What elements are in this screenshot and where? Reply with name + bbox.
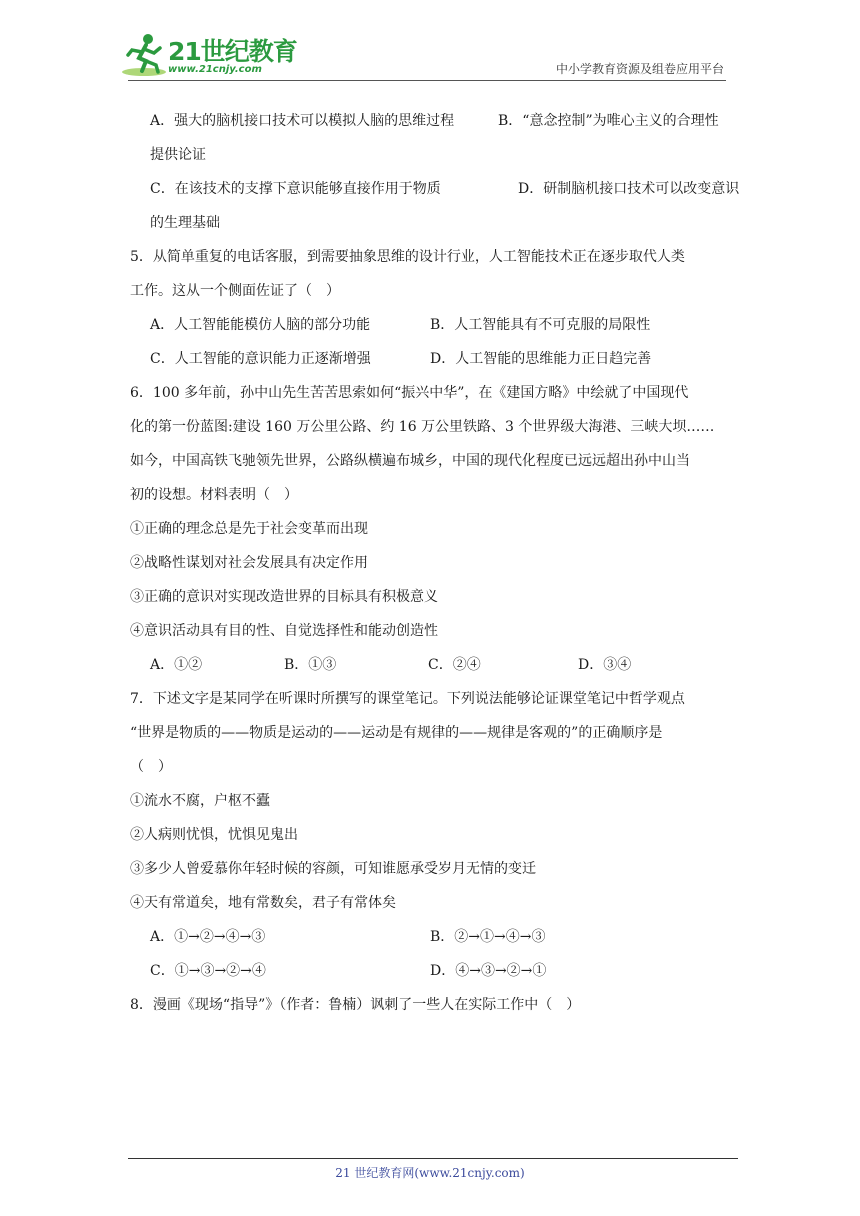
- q7-stem-line2: “世界是物质的——物质是运动的——运动是有规律的——规律是客观的”的正确顺序是: [130, 725, 663, 741]
- page-footer: 21 世纪教育网(www.21cnjy.com): [335, 1166, 525, 1180]
- q4-options-row-2: [130, 172, 740, 206]
- header-platform-title: 中小学教育资源及组卷应用平台: [555, 62, 724, 76]
- q6-statement-2: ②战略性谋划对社会发展具有决定作用: [130, 555, 368, 571]
- q7-options-row-2: [130, 954, 734, 988]
- q6-option-a: A．①②: [150, 657, 203, 673]
- footer-divider: [128, 1158, 738, 1159]
- q6-stem-line2: 化的第一份蓝图:建设 160 万公里公路、约 16 万公里铁路、3 个世界级大海港、三峡大坝……: [130, 419, 715, 435]
- q6-option-d: D．③④: [578, 657, 632, 673]
- q5-stem-line1: 5．从简单重复的电话客服，到需要抽象思维的设计行业，人工智能技术正在逐步取代人类: [130, 249, 685, 265]
- q6-option-b: B．①③: [284, 657, 337, 673]
- q7-statement-2: ②人病则忧惧，忧惧见鬼出: [130, 827, 298, 843]
- q6-statement-3: ③正确的意识对实现改造世界的目标具有积极意义: [130, 589, 438, 605]
- q6-options-row: [130, 648, 734, 682]
- q6-statement-1: ①正确的理念总是先于社会变革而出现: [130, 521, 368, 537]
- q6-statement-4: ④意识活动具有目的性、自觉选择性和能动创造性: [130, 623, 438, 639]
- q7-option-a: A．①→②→④→③: [150, 929, 266, 945]
- question-content: [130, 104, 740, 1022]
- q6-option-c: C．②④: [428, 657, 481, 673]
- q6-stem-line3: 如今，中国高铁飞驰领先世界，公路纵横遍布城乡，中国的现代化程度已远远超出孙中山当: [130, 453, 690, 469]
- q4-option-b-cont: 提供论证: [150, 147, 206, 163]
- q4-option-a: A．强大的脑机接口技术可以模拟人脑的思维过程: [150, 113, 455, 129]
- q7-option-c: C．①→③→②→④: [150, 963, 266, 979]
- q5-option-d: D．人工智能的思维能力正日趋完善: [430, 351, 652, 367]
- site-logo: [122, 30, 297, 80]
- q7-statement-1: ①流水不腐，户枢不蠹: [130, 793, 270, 809]
- page-header: [0, 0, 860, 90]
- q4-options-row-1: [130, 104, 734, 138]
- q7-options-row-1: [130, 920, 734, 954]
- logo-wordmark: 21世纪教育: [168, 37, 297, 66]
- header-divider: [128, 80, 726, 81]
- q7-option-b: B．②→①→④→③: [430, 929, 546, 945]
- q7-stem-line3: （ ）: [130, 759, 172, 775]
- q5-options-row-1: [130, 308, 734, 342]
- runner-logo-icon: [122, 32, 170, 78]
- q4-option-d-cont: 的生理基础: [150, 215, 220, 231]
- q5-option-c: C．人工智能的意识能力正逐渐增强: [150, 351, 371, 367]
- q4-option-c: C．在该技术的支撑下意识能够直接作用于物质: [150, 181, 441, 197]
- q8-stem: 8．漫画《现场“指导”》（作者：鲁楠）讽刺了一些人在实际工作中（ ）: [130, 997, 581, 1013]
- q6-stem-line1: 6．100 多年前，孙中山先生苦苦思索如何“振兴中华”，在《建国方略》中绘就了中国现代: [130, 385, 689, 401]
- q4-option-d: D．研制脑机接口技术可以改变意识: [518, 181, 740, 197]
- logo-url: www.21cnjy.com: [168, 64, 262, 75]
- q7-statement-3: ③多少人曾爱慕你年轻时候的容颜，可知谁愿承受岁月无情的变迁: [130, 861, 536, 877]
- q5-option-b: B．人工智能具有不可克服的局限性: [430, 317, 651, 333]
- q5-options-row-2: [130, 342, 734, 376]
- q4-option-b: B．“意念控制”为唯心主义的合理性: [498, 113, 719, 129]
- q5-option-a: A．人工智能能模仿人脑的部分功能: [150, 317, 371, 333]
- q6-stem-line4: 初的设想。材料表明（ ）: [130, 487, 298, 503]
- q7-option-d: D．④→③→②→①: [430, 963, 547, 979]
- q7-statement-4: ④天有常道矣，地有常数矣，君子有常体矣: [130, 895, 396, 911]
- q7-stem-line1: 7．下述文字是某同学在听课时所撰写的课堂笔记。下列说法能够论证课堂笔记中哲学观点: [130, 691, 685, 707]
- q5-stem-line2: 工作。这从一个侧面佐证了（ ）: [130, 283, 340, 299]
